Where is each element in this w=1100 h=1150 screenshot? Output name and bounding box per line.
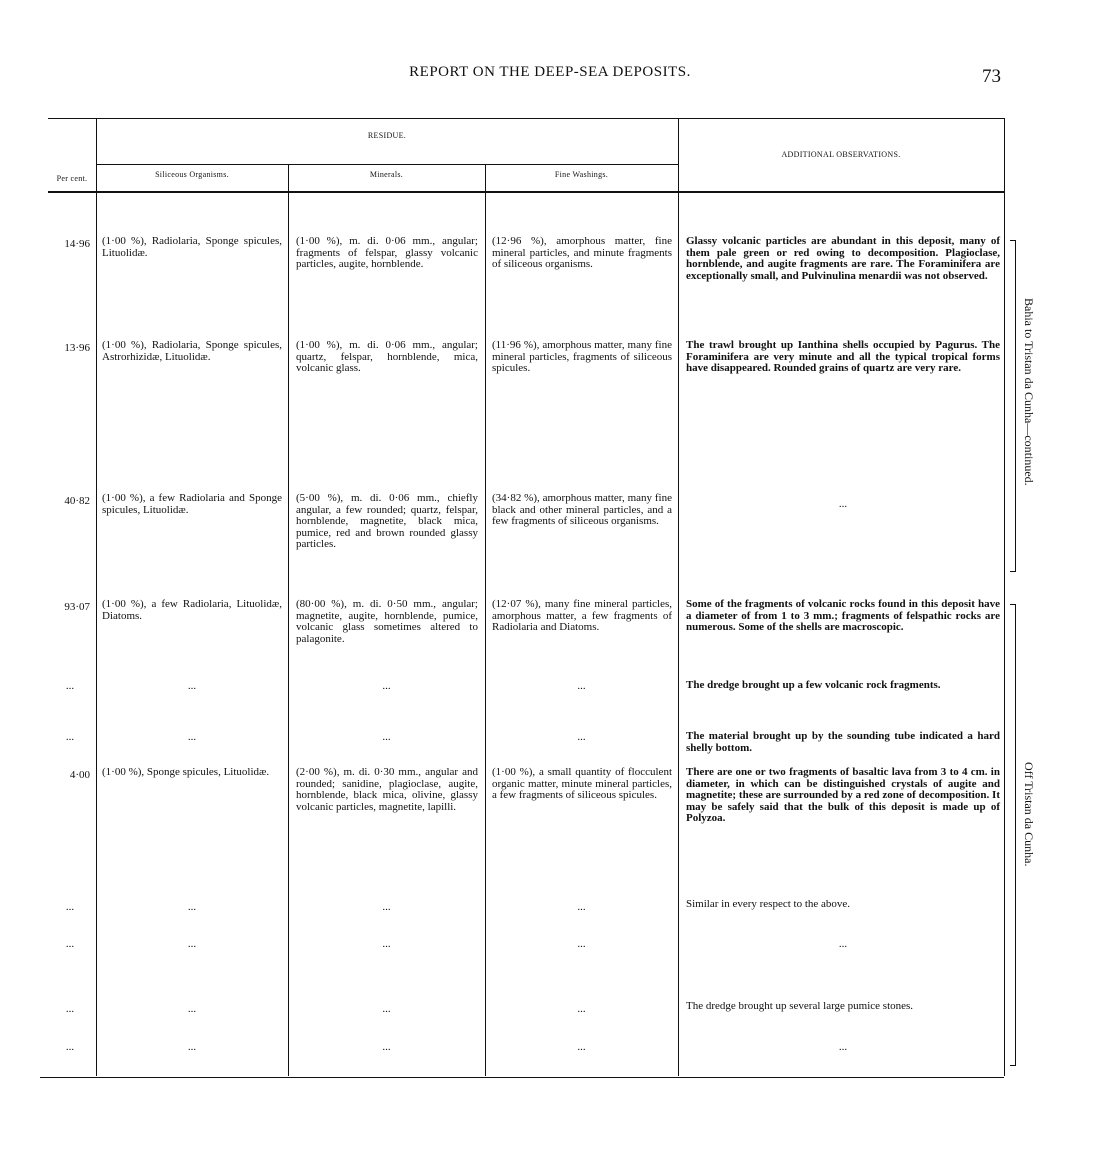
row-9-fine-washings: ... (577, 938, 586, 950)
row-6-siliceous: ... (187, 731, 197, 743)
row-3-observations: ... (838, 498, 848, 510)
row-3-siliceous: (1·00 %), a few Radiolaria and Sponge spicules, Lituolidæ. (102, 492, 282, 516)
row-1-minerals: (1·00 %), m. di. 0·06 mm., angular; fragments of felspar, glassy volcanic particles, augite, hornblende. (296, 235, 478, 270)
row-10-fine-washings: ... (577, 1003, 586, 1015)
row-6-per-cent: ... (65, 731, 75, 743)
col-header-minerals: Minerals. (369, 170, 404, 179)
row-11-siliceous: ... (187, 1041, 197, 1053)
col-divider-right (1004, 118, 1005, 1076)
row-1-observations: Glassy volcanic particles are abundant in this deposit, many of them pale green or red owing to decomposition. Plagioclase, hornblende, and augite fragments are rare. The Foraminifera are exceptionally small, and Pulvinulina menardii was not observed. (686, 235, 1000, 282)
row-2-fine-washings: (11·96 %), amorphous matter, many fine mineral particles, fragments of siliceous spicules. (492, 339, 672, 374)
row-5-minerals: ... (382, 680, 391, 692)
table-top-rule (48, 118, 1004, 119)
residue-group-header: RESIDUE. (367, 131, 407, 140)
row-2-siliceous: (1·00 %), Radiolaria, Sponge spicules, Astrorhizidæ, Lituolidæ. (102, 339, 282, 363)
row-8-observations: Similar in every respect to the above. (686, 898, 851, 910)
upper-section-brace (1010, 240, 1016, 572)
row-9-per-cent: ... (65, 938, 75, 950)
row-5-observations: The dredge brought up a few volcanic rock fragments. (686, 679, 941, 691)
row-10-observations: The dredge brought up several large pumice stones. (686, 1000, 914, 1012)
row-3-per-cent: 40·82 (64, 495, 90, 507)
row-7-observations: There are one or two fragments of basaltic lava from 3 to 4 cm. in diameter, in which can be distinguished crystals of augite and magnetite; these are surrounded by a red zone of decomposition. It may be safely said that the bulk of this deposit is made up of Polyzoa. (686, 766, 1000, 824)
side-label-upper: Bahia to Tristan da Cunha—continued. (1022, 298, 1036, 486)
row-9-observations: ... (838, 938, 848, 950)
row-10-per-cent: ... (65, 1003, 75, 1015)
row-7-siliceous: (1·00 %), Sponge spicules, Lituolidæ. (102, 766, 270, 778)
row-8-siliceous: ... (187, 901, 197, 913)
row-5-siliceous: ... (187, 680, 197, 692)
row-6-minerals: ... (382, 731, 391, 743)
subheader-rule (96, 164, 678, 165)
header-bottom-rule (48, 191, 1004, 193)
col-header-additional-observations: ADDITIONAL OBSERVATIONS. (781, 150, 901, 159)
page-header-title: REPORT ON THE DEEP-SEA DEPOSITS. (409, 64, 691, 80)
row-4-per-cent: 93·07 (64, 601, 90, 613)
col-header-siliceous-organisms: Siliceous Organisms. (155, 170, 229, 179)
row-3-fine-washings: (34·82 %), amorphous matter, many fine black and other mineral particles, and a few fragments of siliceous organisms. (492, 492, 672, 527)
row-9-minerals: ... (382, 938, 391, 950)
row-11-fine-washings: ... (577, 1041, 586, 1053)
row-1-siliceous: (1·00 %), Radiolaria, Sponge spicules, Lituolidæ. (102, 235, 282, 259)
row-4-observations: Some of the fragments of volcanic rocks found in this deposit have a diameter of from 1 to 3 mm.; fragments of felspathic rocks are numerous. Some of the shells are macroscopic. (686, 598, 1000, 633)
row-2-minerals: (1·00 %), m. di. 0·06 mm., angular; quartz, felspar, hornblende, mica, volcanic glass. (296, 339, 478, 374)
col-header-fine-washings: Fine Washings. (554, 170, 609, 179)
row-11-observations: ... (838, 1041, 848, 1053)
row-5-per-cent: ... (65, 680, 75, 692)
col-header-per-cent: Per cent. (56, 174, 88, 183)
row-4-fine-washings: (12·07 %), many fine mineral particles, amorphous matter, a few fragments of Radiolaria and Diatoms. (492, 598, 672, 633)
row-1-per-cent: 14·96 (64, 238, 90, 250)
row-11-per-cent: ... (65, 1041, 75, 1053)
row-6-observations: The material brought up by the sounding tube indicated a hard shelly bottom. (686, 730, 1000, 754)
table-bottom-rule (40, 1077, 1004, 1078)
row-7-minerals: (2·00 %), m. di. 0·30 mm., angular and rounded; sanidine, plagioclase, augite, hornblende, black mica, olivine, glassy volcanic particles, magnetite, lapilli. (296, 766, 478, 813)
row-5-fine-washings: ... (577, 680, 586, 692)
row-7-per-cent: 4·00 (69, 769, 90, 781)
row-1-fine-washings: (12·96 %), amorphous matter, fine mineral particles, and minute fragments of siliceous organisms. (492, 235, 672, 270)
page-number: 73 (982, 66, 1001, 87)
col-divider-4 (678, 118, 679, 1076)
row-6-fine-washings: ... (577, 731, 586, 743)
row-10-siliceous: ... (187, 1003, 197, 1015)
col-divider-1 (96, 118, 97, 1076)
row-2-per-cent: 13·96 (64, 342, 90, 354)
row-4-siliceous: (1·00 %), a few Radiolaria, Lituolidæ, Diatoms. (102, 598, 282, 622)
lower-section-brace (1010, 604, 1016, 1066)
row-7-fine-washings: (1·00 %), a small quantity of flocculent organic matter, minute mineral particles, a few fragments of siliceous spicules. (492, 766, 672, 801)
row-3-minerals: (5·00 %), m. di. 0·06 mm., chiefly angular, a few rounded; quartz, felspar, hornblende, magnetite, black mica, pumice, red and brown rounded glassy particles. (296, 492, 478, 550)
row-11-minerals: ... (382, 1041, 391, 1053)
row-4-minerals: (80·00 %), m. di. 0·50 mm., angular; magnetite, augite, hornblende, pumice, volcanic glass sometimes altered to palagonite. (296, 598, 478, 645)
row-9-siliceous: ... (187, 938, 197, 950)
row-8-fine-washings: ... (577, 901, 586, 913)
row-8-per-cent: ... (65, 901, 75, 913)
row-8-minerals: ... (382, 901, 391, 913)
row-2-observations: The trawl brought up Ianthina shells occupied by Pagurus. The Foraminifera are very minute and all the typical tropical forms have disappeared. Rounded grains of quartz are very rare. (686, 339, 1000, 374)
side-label-lower: Off Tristan da Cunha. (1022, 762, 1036, 867)
row-10-minerals: ... (382, 1003, 391, 1015)
